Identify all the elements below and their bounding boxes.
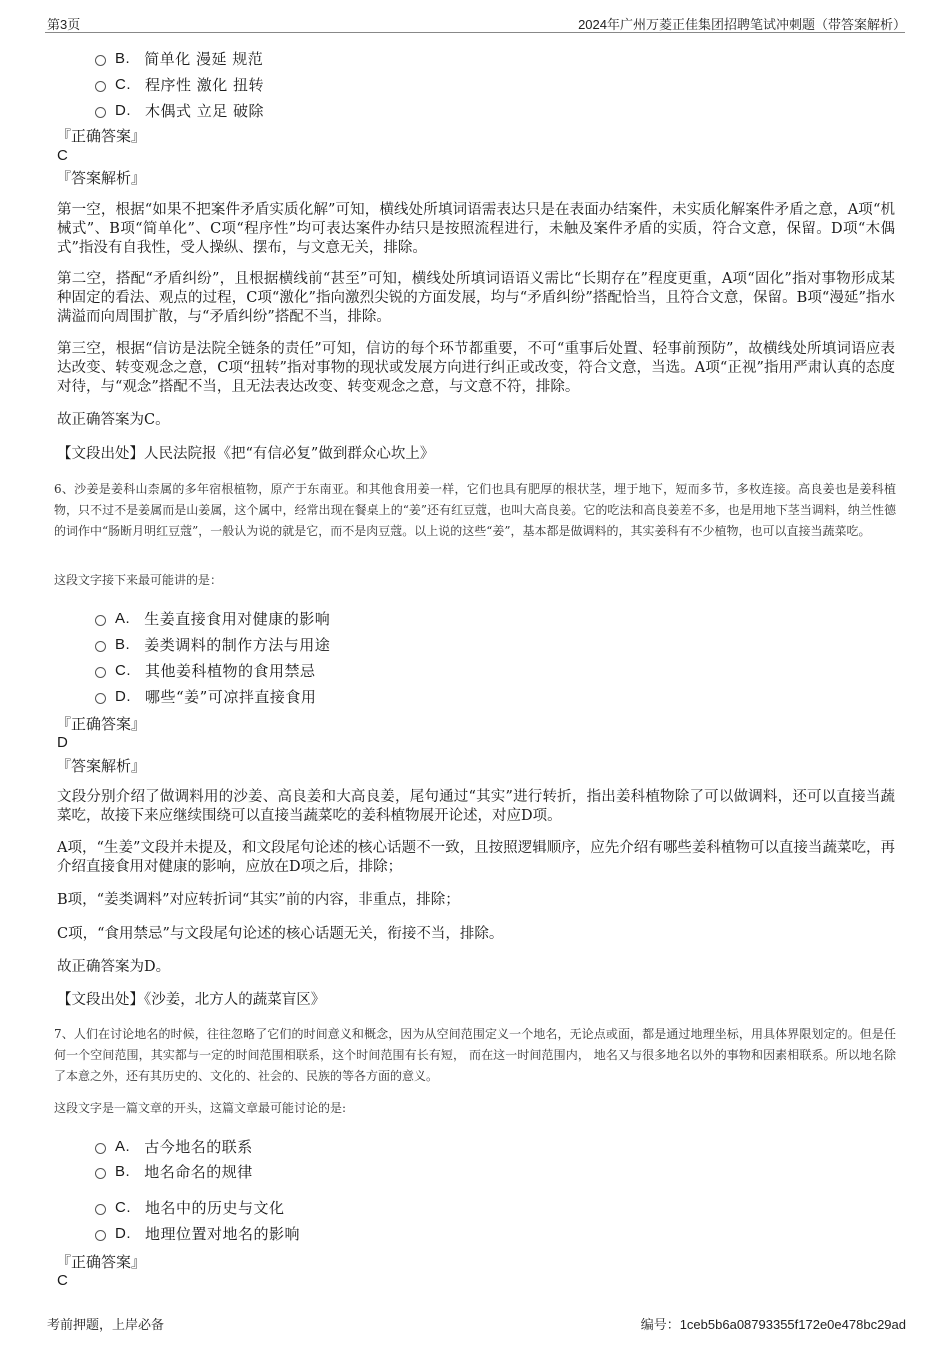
radio-icon[interactable] <box>95 667 106 678</box>
q6-prompt: 这段文字接下来最可能讲的是： <box>54 573 223 587</box>
header-divider <box>45 32 905 33</box>
radio-icon[interactable] <box>95 1230 106 1241</box>
q5-conclusion: 故正确答案为C。 <box>57 412 170 428</box>
q6-option-c[interactable]: C. 其他姜科植物的食用禁忌 <box>95 660 316 681</box>
q6-conclusion: 故正确答案为D。 <box>57 959 171 975</box>
q5-option-b[interactable]: B. 简单化 漫延 规范 <box>95 48 263 69</box>
document-id: 编号：1ceb5b6a08793355f172e0e478bc29ad <box>640 1317 906 1332</box>
q6-answer: D <box>57 734 68 751</box>
footer-slogan: 考前押题，上岸必备 <box>47 1317 165 1332</box>
radio-icon[interactable] <box>95 55 106 66</box>
q6-option-a[interactable]: A. 生姜直接食用对健康的影响 <box>95 608 330 629</box>
radio-icon[interactable] <box>95 1168 106 1179</box>
q5-answer: C <box>57 147 68 164</box>
radio-icon[interactable] <box>95 693 106 704</box>
q6-analysis-paragraph: 文段分别介绍了做调料用的沙姜、高良姜和大高良姜，尾句通过“其实”进行转折，指出姜科植物除了可以做调料，还可以直接当蔬菜吃，故接下来应继续围绕可以直接当蔬菜吃的姜科植物展开论述，对应D项。 <box>57 789 895 824</box>
q5-answer-label: 『正确答案』 <box>56 127 147 145</box>
q5-analysis-paragraph: 第一空，根据“如果不把案件矛盾实质化解”可知，横线处所填词语需表达只是在表面办结案件，未实质化解案件矛盾之意，A项“机械式”、B项“简单化”、C项“程序性”均可表达案件办结只是按照流程进行，未触及案件矛盾的实质，符合文意，保留。D项“木偶式”指没有自我性，受人操纵、摆布，与文意无关，排除。 <box>57 202 895 256</box>
q6-source: 【文段出处】《沙姜，北方人的蔬菜盲区》 <box>57 992 326 1008</box>
q5-analysis-label: 『答案解析』 <box>56 169 147 187</box>
radio-icon[interactable] <box>95 641 106 652</box>
q5-analysis-paragraph: 第二空，搭配“矛盾纠纷”，且根据横线前“甚至”可知，横线处所填词语语义需比“长期存在”程度更重，A项“固化”指对事物形成某种固定的看法、观点的过程，C项“激化”指向激烈尖锐的方面发展，均与“矛盾纠纷”搭配恰当，且符合文意，保留。B项“漫延”指水满溢而向周围扩散，与“矛盾纠纷”搭配不当，排除。 <box>57 271 895 325</box>
q6-answer-label: 『正确答案』 <box>56 715 147 733</box>
q7-prompt: 这段文字是一篇文章的开头，这篇文章最可能讨论的是: <box>54 1101 347 1115</box>
q7-option-c[interactable]: C. 地名中的历史与文化 <box>95 1197 285 1218</box>
q6-analysis-paragraph: A项，“生姜”文段并未提及，和文段尾句论述的核心话题不一致，且按照逻辑顺序，应先介绍有哪些姜科植物可以直接当蔬菜吃，再介绍直接食用对健康的影响，应放在D项之后，排除； <box>57 840 895 875</box>
q6-passage: 6、沙姜是姜科山柰属的多年宿根植物，原产于东南亚。和其他食用姜一样，它们也具有肥厚的根状茎，埋于地下，短而多节，多枚连接。高良姜也是姜科植物，只不过不是姜属而是山姜属，这个属中，经常出现在餐桌上的“姜”还有红豆蔻，也叫大高良姜。它的吃法和高良姜差不多，也是用地下茎当调料，纳兰性德的词作中“肠断月明红豆蔻”，一般认为说的就是它，而不是肉豆蔻。以上说的这些“姜”，基本都是做调料的，其实姜科有不少植物，也可以直接当蔬菜吃。 <box>54 482 896 538</box>
radio-icon[interactable] <box>95 615 106 626</box>
q6-option-d[interactable]: D. 哪些“姜”可凉拌直接食用 <box>95 686 316 707</box>
q5-source: 【文段出处】人民法院报《把“有信必复”做到群众心坎上》 <box>57 446 435 462</box>
radio-icon[interactable] <box>95 107 106 118</box>
q7-option-b[interactable]: B. 地名命名的规律 <box>95 1161 253 1182</box>
radio-icon[interactable] <box>95 1143 106 1154</box>
q6-analysis-label: 『答案解析』 <box>56 757 147 775</box>
q6-analysis-paragraph: B项，“姜类调料”对应转折词“其实”前的内容，非重点，排除； <box>57 892 460 908</box>
q7-answer: C <box>57 1272 68 1289</box>
q5-analysis-paragraph: 第三空，根据“信访是法院全链条的责任”可知，信访的每个环节都重要，不可“重事后处置、轻事前预防”，故横线处所填词语应表达改变、转变观念之意，C项“扭转”指对事物的现状或发展方向进行纠正或改变，符合文意，当选。A项“正视”指用严肃认真的态度对待，与“观念”搭配不当，且无法表达改变、转变观念之意，与文意不符，排除。 <box>57 341 895 395</box>
q7-option-d[interactable]: D. 地理位置对地名的影响 <box>95 1223 300 1244</box>
radio-icon[interactable] <box>95 81 106 92</box>
q6-analysis-paragraph: C项，“食用禁忌”与文段尾句论述的核心话题无关，衔接不当，排除。 <box>57 926 504 942</box>
radio-icon[interactable] <box>95 1204 106 1215</box>
page-number: 第3页 <box>47 17 81 32</box>
q7-passage: 7、人们在讨论地名的时候，往往忽略了它们的时间意义和概念，因为从空间范围定义一个地名，无论点或面，都是通过地理坐标，用具体界限划定的。但是任何一个空间范围，其实都与一定的时间范围相联系，这个时间范围有长有短， 而在这一时间范围内， 地名又与很多地名以外的事物和因素相联系。所以地名除了本意之外，还有其历史的、文化的、社会的、民族的等各方面的意义。 <box>54 1027 896 1083</box>
q7-answer-label: 『正确答案』 <box>56 1253 147 1271</box>
document-title: 2024年广州万菱正佳集团招聘笔试冲刺题（带答案解析） <box>578 17 906 32</box>
q5-option-c[interactable]: C. 程序性 激化 扭转 <box>95 74 264 95</box>
q5-option-d[interactable]: D. 木偶式 立足 破除 <box>95 100 264 121</box>
q7-option-a[interactable]: A. 古今地名的联系 <box>95 1136 253 1157</box>
q6-option-b[interactable]: B. 姜类调料的制作方法与用途 <box>95 634 330 655</box>
